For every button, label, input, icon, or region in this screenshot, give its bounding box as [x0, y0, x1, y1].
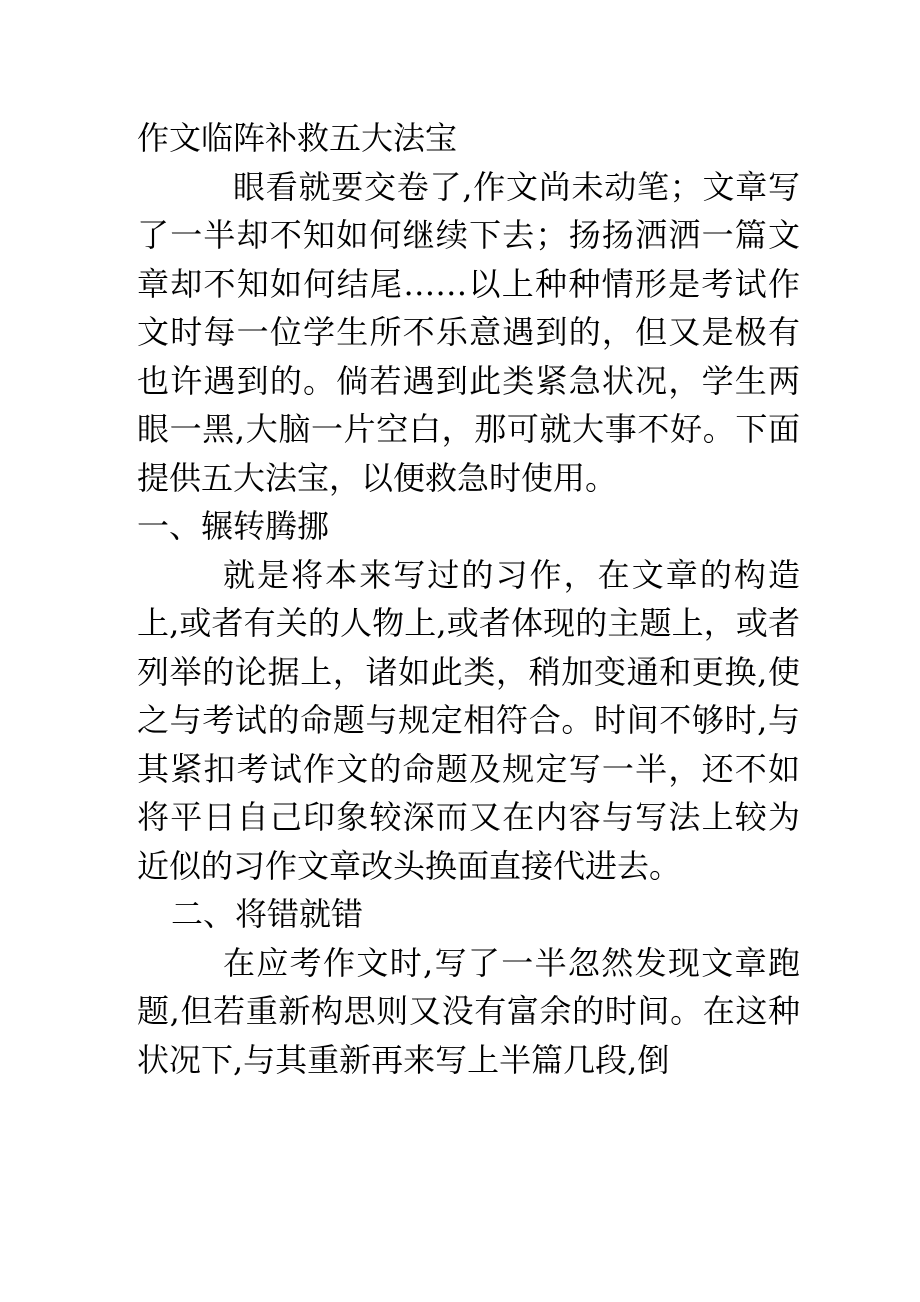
section-body-2: 在应考作文时,写了一半忽然发现文章跑题,但若重新构思则又没有富余的时间。在这种状况下,与其重新再来写上半篇几段,倒 — [137, 943, 800, 1079]
document-body — [137, 114, 800, 1084]
section-heading-2: 二、将错就错 — [171, 895, 364, 933]
document-title: 作文临阵补救五大法宝 — [137, 119, 458, 157]
intro-paragraph: 眼看就要交卷了,作文尚未动笔；文章写了一半却不知如何继续下去；扬扬洒洒一篇文章却不知如何结尾……以上种种情形是考试作文时每一位学生所不乐意遇到的，但又是极有也许遇到的。倘若遇到此类紧急状况，学生两眼一黑,大脑一片空白，那可就大事不好。下面提供五大法宝，以便救急时使用。 — [137, 167, 800, 497]
section-body-1: 就是将本来写过的习作，在文章的构造上,或者有关的人物上,或者体现的主题上，或者列举的论据上，诸如此类，稍加变通和更换,使之与考试的命题与规定相符合。时间不够时,与其紧扣考试作文的命题及规定写一半，还不如将平日自己印象较深而又在内容与写法上较为近似的习作文章改头换面直接代进去。 — [137, 555, 800, 885]
section-heading-1: 一、辗转腾挪 — [137, 507, 330, 545]
